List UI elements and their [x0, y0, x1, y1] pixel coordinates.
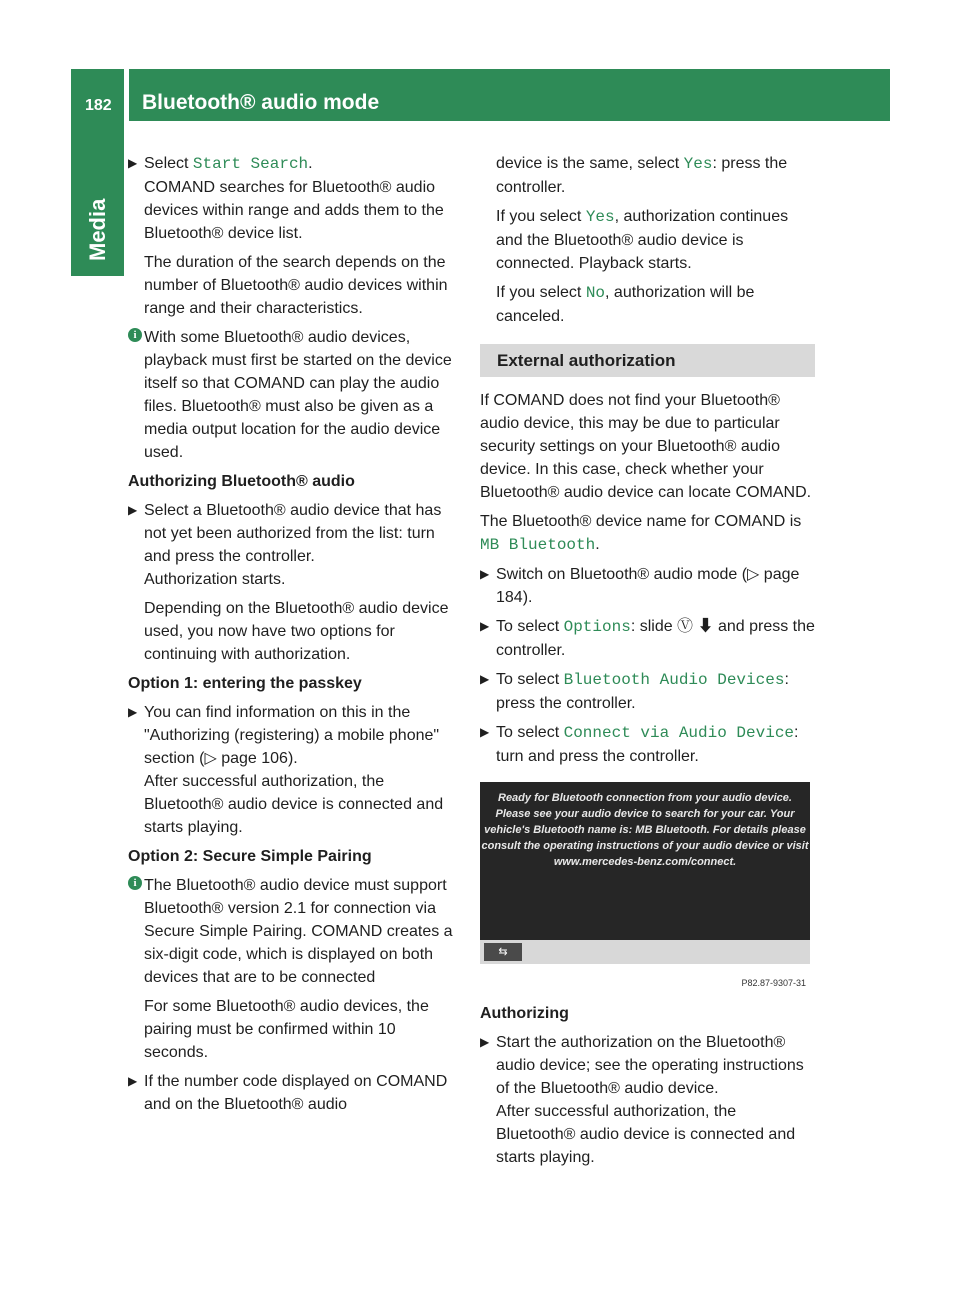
text: , authorization continues and the Bluetooth® audio device is connected. Playback starts.: [496, 208, 789, 272]
text: Depending on the Bluetooth® audio device used, you now have two options for continuing with authorization.: [144, 600, 449, 663]
info-note: [128, 326, 463, 464]
sidebar-tab-label: Media: [85, 198, 110, 261]
text: : turn and press the controller.: [496, 724, 799, 765]
paragraph: [128, 251, 463, 320]
text: Select: [144, 155, 193, 172]
text: Start the authorization on the Bluetooth® audio device; see the operating instructions of the Bluetooth® audio device.: [496, 1034, 804, 1097]
step-number-code: [128, 1070, 463, 1116]
text: For some Bluetooth® audio devices, the pairing must be confirmed within 10 seconds.: [144, 998, 429, 1061]
figure-footer: [480, 964, 810, 992]
page-header: [71, 69, 890, 121]
code-no: No: [585, 284, 606, 302]
code-bt-audio-devices: Bluetooth Audio Devices: [563, 671, 785, 689]
code-yes: Yes: [585, 208, 615, 226]
text: : slide Ⓥ ⬇ and press the controller.: [496, 618, 815, 659]
text: If you select: [496, 208, 586, 225]
code-yes: Yes: [683, 155, 713, 173]
text: After successful authorization, the Bluetooth® audio device is connected and starts playing.: [144, 773, 444, 836]
paragraph: [480, 389, 815, 504]
text: The duration of the search depends on the number of Bluetooth® audio devices within range and their characteristics.: [144, 254, 448, 317]
page-title: Bluetooth® audio mode: [142, 91, 380, 114]
text: : press the controller.: [496, 671, 789, 712]
info-icon: i: [128, 328, 142, 342]
text: , authorization will be canceled.: [496, 284, 755, 325]
text: COMAND searches for Bluetooth® audio devices within range and adds them to the Bluetooth® device list.: [144, 179, 444, 242]
step-arrow-icon: ▶: [480, 725, 490, 739]
step-select-connect: [480, 721, 815, 768]
info-note: [128, 874, 463, 989]
text: .: [595, 536, 600, 553]
step-start-search: [128, 152, 463, 245]
text: You can find information on this in the "Authorizing (registering) a mobile phone" section (▷ page 106).: [144, 704, 440, 767]
step-arrow-icon: ▶: [480, 672, 490, 686]
step-arrow-icon: ▶: [128, 705, 138, 719]
section-external-authorization: External authorization: [480, 344, 815, 377]
code-start-search: Start Search: [192, 155, 309, 173]
text: device is the same, select: [496, 155, 684, 172]
step-arrow-icon: ▶: [128, 156, 138, 170]
paragraph: [480, 510, 815, 557]
text: The Bluetooth® device name for COMAND is: [480, 513, 802, 530]
screen-message: Ready for Bluetooth connection from your audio device. Please see your audio device to search for your car. Your vehicle's Bluetooth name is: MB Bluetooth. For details please consult the operating instructions of your audio device or visit www.mercedes-benz.com/connect.: [481, 792, 809, 868]
text: To select: [496, 618, 564, 635]
text: Switch on Bluetooth® audio mode (▷ page 184).: [496, 566, 800, 606]
step-arrow-icon: ▶: [128, 503, 138, 517]
text: To select: [496, 724, 564, 741]
text: Authorization starts.: [144, 571, 286, 588]
paragraph: [480, 152, 815, 199]
step-switch-on: [480, 563, 815, 609]
left-column: [128, 152, 463, 1122]
text: With some Bluetooth® audio devices, playback must first be started on the device itself so that COMAND can play the audio files. Bluetooth® must also be given as a media output location for the audio device used.: [144, 329, 452, 461]
text: After successful authorization, the Bluetooth® audio device is connected and starts playing.: [496, 1103, 796, 1166]
paragraph: [128, 995, 463, 1064]
back-icon: ⇆: [484, 943, 522, 961]
step-select-device: [128, 499, 463, 591]
comand-screenshot: [480, 782, 810, 992]
code-mb-bluetooth: MB Bluetooth: [480, 536, 596, 554]
text: If the number code displayed on COMAND and on the Bluetooth® audio: [144, 1073, 448, 1113]
paragraph: [480, 205, 815, 275]
text: To select: [496, 671, 564, 688]
step-arrow-icon: ▶: [480, 567, 490, 581]
code-options: Options: [563, 618, 631, 636]
header-divider: [124, 69, 129, 121]
heading-authorizing: Authorizing: [480, 1005, 569, 1022]
code-connect-via: Connect via Audio Device: [563, 724, 795, 742]
text: : press the controller.: [496, 155, 788, 196]
sidebar-tab: [71, 121, 124, 276]
heading-option-2: Option 2: Secure Simple Pairing: [128, 848, 372, 865]
page-number: 182: [85, 97, 112, 114]
step-select-options: [480, 615, 815, 662]
text: .: [308, 155, 313, 172]
text: If COMAND does not find your Bluetooth® audio device, this may be due to particular security settings on your Bluetooth® audio device. In this case, check whether your Bluetooth® audio device can locate COMAND.: [480, 392, 812, 501]
step-arrow-icon: ▶: [128, 1074, 138, 1088]
text: Select a Bluetooth® audio device that has not yet been authorized from the list: turn and press the controller.: [144, 502, 442, 565]
paragraph: [128, 597, 463, 666]
step-arrow-icon: ▶: [480, 619, 490, 633]
heading-option-1: Option 1: entering the passkey: [128, 675, 362, 692]
figure-reference: P82.87-9307-31: [741, 978, 806, 988]
text: If you select: [496, 284, 586, 301]
step-select-bt-devices: [480, 668, 815, 715]
step-arrow-icon: ▶: [480, 1035, 490, 1049]
step-start-authorization: [480, 1031, 815, 1169]
info-icon: i: [128, 876, 142, 890]
text: The Bluetooth® audio device must support Bluetooth® version 2.1 for connection via Secure Simple Pairing. COMAND creates a six-digit code, which is displayed on both devices that are to be connected: [144, 877, 453, 986]
right-column: [480, 152, 815, 1175]
screen-bottom-bar: [480, 940, 810, 964]
heading-authorizing-bluetooth: Authorizing Bluetooth® audio: [128, 473, 355, 490]
step-passkey-info: [128, 701, 463, 839]
paragraph: [480, 281, 815, 328]
